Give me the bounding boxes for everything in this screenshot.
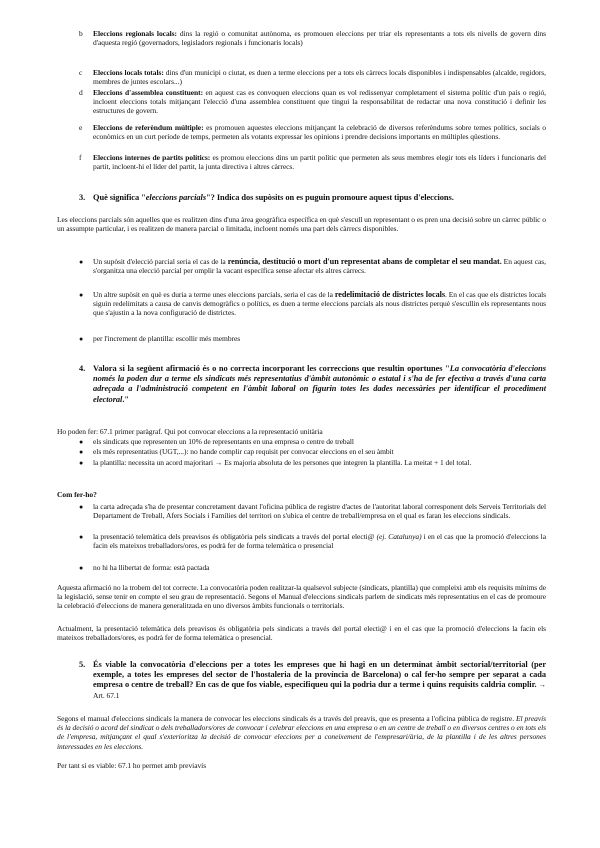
item-c-title: Eleccions locals totals: xyxy=(93,68,164,77)
bullet-1-highlight: renúncia, destitució o mort d'un representat abans de completar el seu mandat. xyxy=(227,257,502,266)
question-3-term: eleccions parcials xyxy=(145,193,207,202)
bullet-1-text-a: Un supòsit d'elecció parcial seria el cas de la xyxy=(93,257,228,266)
bullet-icon: ● xyxy=(79,291,84,299)
question-5-text: És viable la convocatòria d'eleccions per a totes les empreses que hi hagi en un determinat àmbit sectorial/territorial (per exemple, a totes les empreses del sector de l'hostaleria de la província de Barcelona) o cal fer-ho sempre per separat a cada empresa o centre de treball? En cas de que fos viable, especifiqueu qui la podria dur a terme i quins requisits caldria complir. xyxy=(93,660,546,690)
question-4-intro: Ho poden fer: 67.1 primer paràgraf. Qui pot convocar eleccions a la representació unitària xyxy=(57,427,323,436)
question-3-heading xyxy=(93,193,546,203)
question-3-suffix: "? Indica dos supòsits on es puguin promoure aquest tipus d'eleccions. xyxy=(206,193,454,202)
question-4-heading xyxy=(93,364,546,405)
question-3-bullet-3: per l'increment de plantilla: escollir més membres xyxy=(93,334,241,343)
question-4-bullet-2: els més representatius (UGT,...): no hande complir cap requisit per convocar eleccions en el seu àmbit xyxy=(93,447,394,456)
question-5-reference: → Art. 67.1 xyxy=(93,680,546,700)
bullet-1-text-c: En aquest cas, s'organitza una elecció parcial per omplir la vacant específica sense afectar els altres càrrecs. xyxy=(93,257,546,276)
question-4-quote: La convocatòria d'eleccions només la poden dur a terme els sindicats més representatius d'àmbit autonòmic o estatal i s'ha de fer efectiva a través d'una carta adreçada a l'administració competent en l'àmbit laboral on figurin totes les dades necessàries per identificar el procediment electoral xyxy=(93,364,546,404)
question-5-answer-quote: El preavís és la decisió o acord del sindicat o dels treballadors/ores de convocar i celebrar eleccions en una empresa o en un centre de treball o en diversos centres o en tots els de l'empresa, mitjançant el qual s'exterioritza la decisió de convocar eleccions per a coneixement de l'empresari/ària, de la plantilla i de les altres persones interessades en les eleccions. xyxy=(57,714,547,751)
how-to-item-1: la carta adreçada s'ha de presentar concretament davant l'oficina pública de registre d'actes de l'autoritat laboral corresponent dels Serveis Territorials del Departament de Treball, Afers Socials i Famílies del territori on s'ubica el centre de treball/empresa en el qual es faran les eleccions sindicals. xyxy=(93,502,546,521)
bullet-2-highlight: redelimitació de districtes locals xyxy=(334,290,445,299)
bullet-icon: ● xyxy=(79,448,84,456)
question-3-answer: Les eleccions parcials són aquelles que es realitzen dins d'una àrea geogràfica específica en què s'escull un representant o es pren una decisió sobre un càrrec públic o un assumpte particular, i es realitzen de manera parcial o limitada, incloent només una part dels càrrecs disponibles. xyxy=(57,215,546,234)
list-marker-b: b xyxy=(79,29,83,38)
question-3-number: 3. xyxy=(79,193,86,202)
item-b-title: Eleccions regionals locals: xyxy=(93,29,177,38)
item-e-body: es promouen aquestes eleccions mitjançant la celebració de diversos referèndums sobre temes polítics, socials o econòmics en un curt període de temps, permeten als votants expressar les opinions i prendre decisions importants en múltiples qüestions. xyxy=(93,123,546,142)
how-to-item-2 xyxy=(93,532,546,550)
bullet-icon: ● xyxy=(79,459,84,467)
list-marker-f: f xyxy=(79,153,82,162)
item-b xyxy=(93,29,546,47)
question-3-prefix: Què significa " xyxy=(93,193,146,202)
bullet-2-text-c: . En el cas que els districtes locals siguin redelimitats a causa de canvis demogràfics o polítics, es duen a terme eleccions parcials als nous districtes perquè s'escullin els representants nous que s'ajustin a la nova configuració de districtes. xyxy=(93,290,547,318)
question-5-heading xyxy=(93,660,546,701)
item-d-title: Eleccions d'assemblea constituent: xyxy=(93,88,204,97)
question-5-answer-text: Segons el manual d'eleccions sindicals la manera de convocar les eleccions sindicals és a través del preavís, que es presenta a l'oficina pública de registre. xyxy=(57,714,517,723)
item-b-body: dins la regió o comunitat autònoma, es promouen eleccions per triar els representants a tots els nivells de govern dins d'aquesta regió (governadors, legisladors regionals i funcionaris locals) xyxy=(93,29,546,48)
question-3-bullet-1 xyxy=(93,257,546,275)
item-d xyxy=(93,88,546,116)
item-e xyxy=(93,123,546,141)
question-4-bullet-3: la plantilla: necessita un acord majoritari → Es majoria absoluta de les persones que integren la plantilla. La meitat + 1 del total. xyxy=(93,458,472,467)
question-3-bullet-2 xyxy=(93,290,546,318)
question-5-answer xyxy=(57,714,546,751)
item-c xyxy=(93,68,546,86)
question-4-conclusion-2: Actualment, la presentació telemàtica dels preavisos és obligatòria pels sindicats a través del portal electi@ i en el cas que la promoció d'eleccions la facin els mateixos treballadors/ores, es podrà fer de forma telemàtica o presencial. xyxy=(57,624,546,643)
item-e-title: Eleccions de referèndum múltiple: xyxy=(93,123,204,132)
how-to-item-2-text-c: i en el cas que la promoció d'eleccions la facin els mateixos treballadors/ores, es podrà fer de forma telemàtica o presencial xyxy=(93,532,546,551)
bullet-icon: ● xyxy=(79,533,84,541)
question-4-number: 4. xyxy=(79,364,86,373)
list-marker-d: d xyxy=(79,88,83,97)
question-4-suffix: ." xyxy=(122,394,129,404)
bullet-icon: ● xyxy=(79,438,84,446)
item-d-body: en aquest cas es convoquen eleccions quan es vol redissenyar completament el sistema polític d'un país o regió, incloent eleccions totals mitjançant l'elecció d'una assemblea constituent que tingui la responsabilitat de redactar una nova constitució i definir les estructures de govern. xyxy=(93,88,546,116)
bullet-icon: ● xyxy=(79,258,84,266)
item-f xyxy=(93,153,546,171)
item-c-body: dins d'un municipi o ciutat, es duen a terme eleccions per a tots els càrrecs locals disponibles i indispensables (alcalde, regidors, membres de juntes escolars...) xyxy=(93,68,546,87)
item-f-body: es promou eleccions dins un partit polític que permeten als seus membres elegir tots els líders i funcionaris del partit, incloent-hi el líder del partit, la junta directiva i altres càrrecs. xyxy=(93,153,546,172)
question-4-prefix: Valora si la següent afirmació és o no correcta incorporant les correccions que resultin oportunes " xyxy=(93,364,450,373)
how-to-item-2-example: (ej. Catalunya) xyxy=(376,532,422,541)
list-marker-e: e xyxy=(79,123,83,132)
bullet-icon: ● xyxy=(79,503,84,511)
how-to-item-2-text-a: la presentació telemàtica dels preavisos és obligatòria pels sindicats a través del portal electi@ xyxy=(93,532,377,541)
list-marker-c: c xyxy=(79,68,83,77)
question-4-conclusion-1: Aquesta afirmació no la trobem del tot correcte. La convocatòria poden realitzar-la qualsevol subjecte (sindicats, plantilla) que compleixi amb els requisits mínims de la legislació, sense tenir en compte el seu grau de representació. Segons el Manual d'eleccions sindicals parlem de sindicats més representatius en el cas de promoure la celebració d'eleccions de manera generalitzada en uno diversos àmbits funcionals o territorials. xyxy=(57,583,546,611)
question-5-number: 5. xyxy=(79,660,86,669)
bullet-icon: ● xyxy=(79,335,84,343)
question-5-conclusion: Per tant sí es viable: 67.1 ho permet amb previavís xyxy=(57,761,207,770)
question-4-bullet-1: els sindicats que representen un 10% de representants en una empresa o centre de treball xyxy=(93,437,354,446)
how-to-heading: Com fer-ho? xyxy=(57,490,97,499)
bullet-2-text-a: Un altre supòsit en què es duria a terme unes eleccions parcials, seria el cas de la xyxy=(93,290,335,299)
bullet-icon: ● xyxy=(79,564,84,572)
how-to-item-3: no hi ha llibertat de forma: està pactada xyxy=(93,563,210,572)
item-f-title: Eleccions internes de partits polítics: xyxy=(93,153,211,162)
